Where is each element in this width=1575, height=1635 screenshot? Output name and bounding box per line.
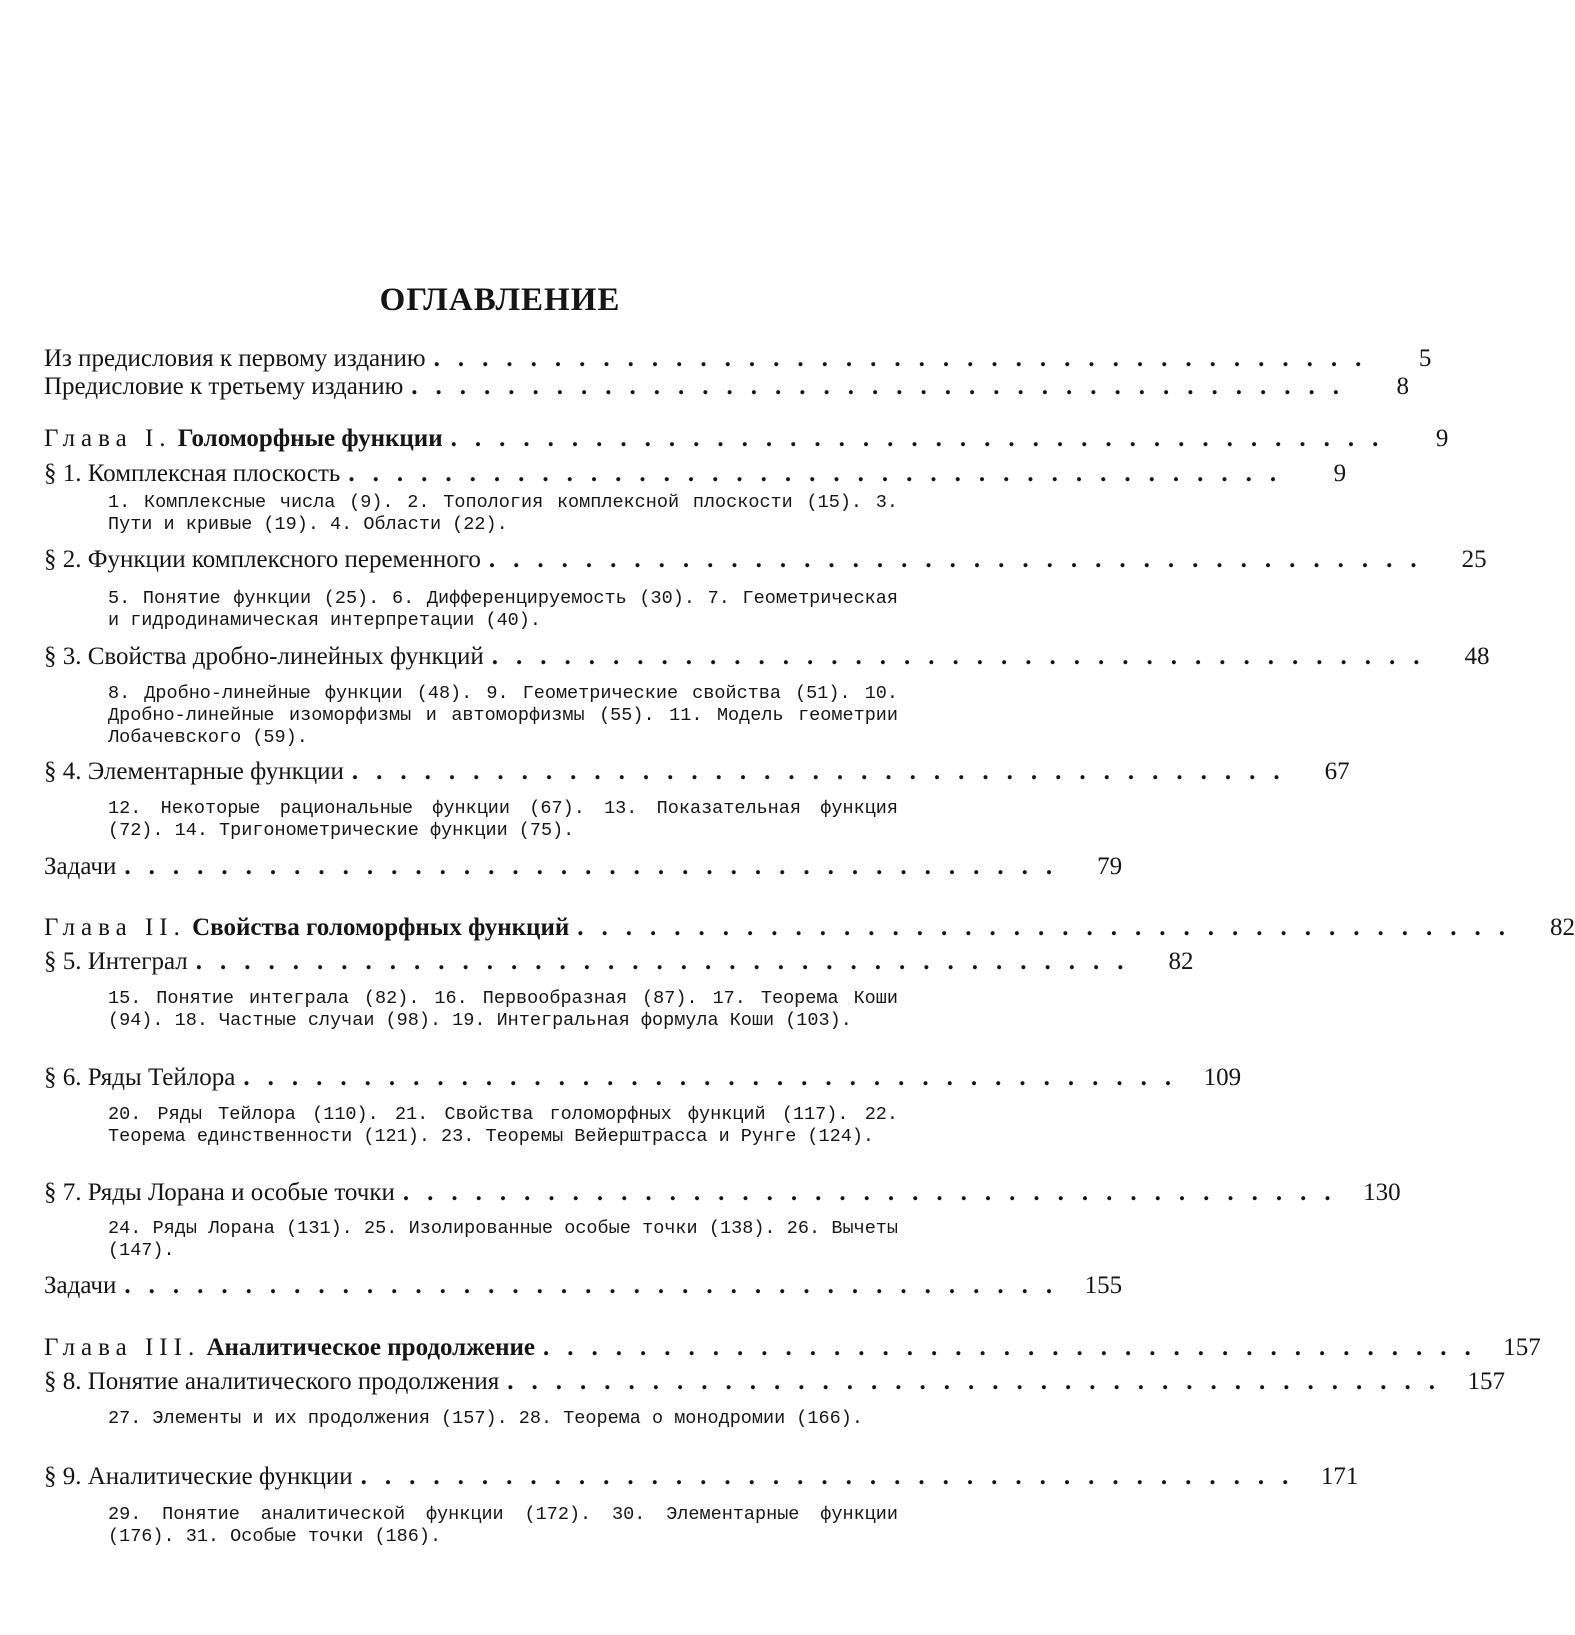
entry-label: § 4. Элементарные функции: [44, 758, 344, 785]
entry-page: 9: [1435, 425, 1449, 452]
entry-page: 130: [1363, 1179, 1401, 1206]
dot-leader: .......................................: [402, 1179, 1349, 1206]
toc-chapter-1[interactable]: [44, 420, 1449, 454]
entry-page: 5: [1418, 345, 1432, 372]
chapter-title: Аналитическое продолжение: [206, 1334, 535, 1361]
toc-section-9[interactable]: [44, 1458, 1359, 1492]
toc-section-8[interactable]: [44, 1363, 1505, 1397]
dot-leader: .......................................: [360, 1463, 1307, 1490]
chapter-prefix: Глава II.: [44, 914, 186, 941]
dot-leader: .......................................: [348, 460, 1295, 487]
section-subtopics: 12. Некоторые рациональные функции (67). 13. Показательная функция (72). 14. Тригонометрические функции (75).: [108, 798, 898, 841]
dot-leader: .......................................: [433, 345, 1380, 372]
toc-chapter-3[interactable]: [44, 1329, 1541, 1363]
page-title: ОГЛАВЛЕНИЕ: [379, 282, 621, 318]
dot-leader: .......................................: [577, 914, 1524, 941]
entry-label: § 1. Комплексная плоскость: [44, 460, 341, 487]
entry-label: Из предисловия к первому изданию: [44, 345, 426, 372]
entry-page: 82: [1550, 914, 1575, 941]
section-subtopics: 20. Ряды Тейлора (110). 21. Свойства голоморфных функций (117). 22. Теорема единственности (121). 23. Теоремы Вейерштрасса и Рунге (124).: [108, 1104, 898, 1147]
section-subtopics: 15. Понятие интеграла (82). 16. Первообразная (87). 17. Теорема Коши (94). 18. Частные случаи (98). 19. Интегральная формула Коши (103).: [108, 988, 898, 1031]
toc-section-4[interactable]: [44, 753, 1350, 787]
section-subtopics: 27. Элементы и их продолжения (157). 28. Теорема о монодромии (166).: [108, 1408, 863, 1429]
entry-label: § 6. Ряды Тейлора: [44, 1064, 236, 1091]
toc-section-2[interactable]: [44, 541, 1487, 575]
toc-chapter-2[interactable]: [44, 909, 1575, 943]
section-subtopics: 8. Дробно-линейные функции (48). 9. Геометрические свойства (51). 10. Дробно-линейные изоморфизмы и автоморфизмы (55). 11. Модель геометрии Лобачевского (59).: [108, 683, 898, 748]
entry-label: § 8. Понятие аналитического продолжения: [44, 1368, 500, 1395]
dot-leader: .......................................: [488, 546, 1435, 573]
toc-section-5[interactable]: [44, 943, 1194, 977]
entry-page: 109: [1203, 1064, 1242, 1091]
dot-leader: .......................................: [124, 1272, 1071, 1299]
chapter-title: Голоморфные функции: [177, 425, 443, 452]
toc-problems-2[interactable]: [44, 1267, 1123, 1301]
dot-leader: .......................................: [491, 643, 1438, 670]
entry-label: Задачи: [44, 1272, 117, 1299]
entry-page: 8: [1396, 373, 1410, 400]
toc-problems-1[interactable]: [44, 848, 1123, 882]
dot-leader: .......................................: [411, 373, 1358, 400]
dot-leader: .......................................: [450, 425, 1397, 452]
entry-page: 171: [1320, 1463, 1359, 1490]
dot-leader: .......................................: [351, 758, 1298, 785]
toc-section-1[interactable]: [44, 455, 1347, 489]
entry-label: § 5. Интеграл: [44, 948, 188, 975]
chapter-prefix: Глава I.: [44, 425, 172, 452]
entry-page: 82: [1168, 948, 1194, 975]
entry-page: 25: [1461, 546, 1487, 573]
entry-page: 9: [1333, 460, 1347, 487]
entry-label: § 7. Ряды Лорана и особые точки: [44, 1179, 395, 1206]
entry-page: 157: [1503, 1334, 1541, 1361]
chapter-prefix: Глава III.: [44, 1334, 201, 1361]
toc-section-7[interactable]: [44, 1174, 1401, 1208]
entry-page: 157: [1467, 1368, 1505, 1395]
entry-label: § 2. Функции комплексного переменного: [44, 546, 481, 573]
dot-leader: .......................................: [243, 1064, 1190, 1091]
dot-leader: .......................................: [124, 853, 1071, 880]
chapter-title: Свойства голоморфных функций: [192, 914, 570, 941]
section-subtopics: 5. Понятие функции (25). 6. Дифференцируемость (30). 7. Геометрическая и гидродинамическая интерпретации (40).: [108, 588, 898, 631]
section-subtopics: 1. Комплексные числа (9). 2. Топология комплексной плоскости (15). 3. Пути и кривые (19). 4. Области (22).: [108, 492, 898, 535]
section-subtopics: 24. Ряды Лорана (131). 25. Изолированные особые точки (138). 26. Вычеты (147).: [108, 1218, 898, 1261]
entry-label: § 3. Свойства дробно-линейных функций: [44, 643, 484, 670]
toc-section-3[interactable]: [44, 638, 1490, 672]
dot-leader: .......................................: [543, 1334, 1489, 1361]
entry-label: § 9. Аналитические функции: [44, 1463, 353, 1490]
dot-leader: .......................................: [195, 948, 1142, 975]
entry-page: 79: [1097, 853, 1123, 880]
entry-label: Предисловие к третьему изданию: [44, 373, 404, 400]
section-subtopics: 29. Понятие аналитической функции (172). 30. Элементарные функции (176). 31. Особые точки (186).: [108, 1504, 898, 1547]
entry-page: 48: [1464, 643, 1490, 670]
toc-section-6[interactable]: [44, 1059, 1242, 1093]
dot-leader: .......................................: [507, 1368, 1453, 1395]
entry-page: 67: [1324, 758, 1350, 785]
toc-entry-preface-third[interactable]: [44, 368, 1410, 402]
entry-page: 155: [1084, 1272, 1123, 1299]
entry-label: Задачи: [44, 853, 117, 880]
